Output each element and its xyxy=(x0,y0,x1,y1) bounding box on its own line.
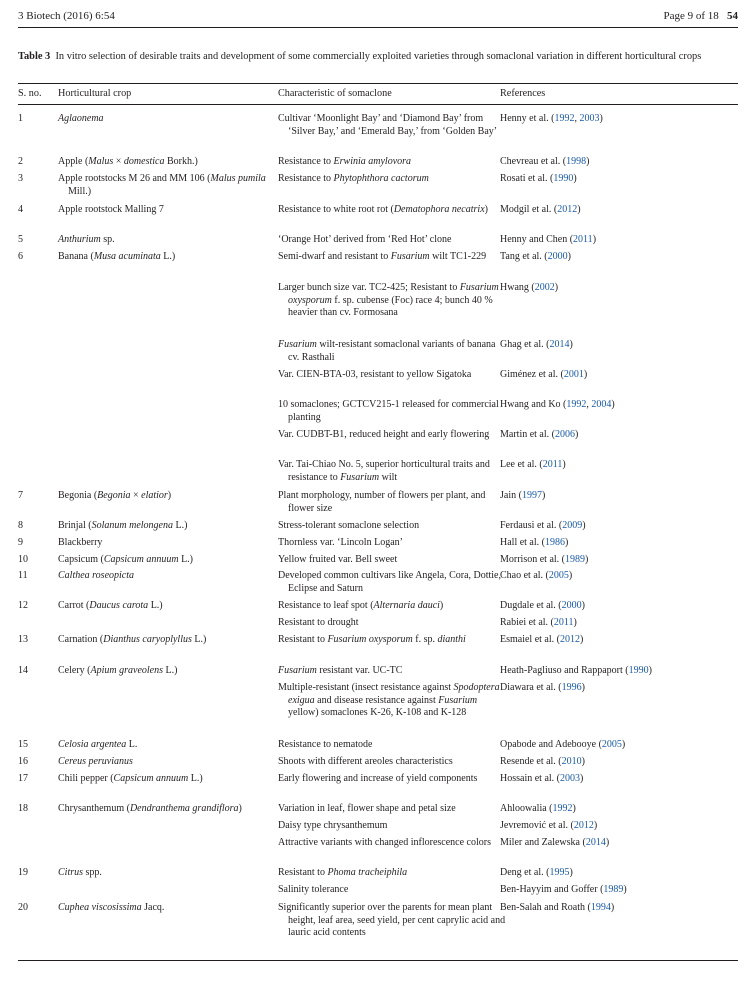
row-sno: 6 xyxy=(18,251,23,262)
row-crop: Banana (Musa acuminata L.) xyxy=(58,251,176,262)
row-characteristic: Resistance to Erwinia amylovora xyxy=(278,156,412,167)
row-sno: 11 xyxy=(18,570,28,581)
column-header-characteristic: Characteristic of somaclone xyxy=(278,88,392,99)
row-characteristic: Resistance to leaf spot (Alternaria dauci) xyxy=(278,600,444,611)
row-reference: Ahloowalia (1992) xyxy=(500,803,576,814)
row-characteristic: Salinity tolerance xyxy=(278,884,349,895)
row-crop: Chrysanthemum (Dendranthema grandiflora) xyxy=(58,803,242,814)
row-reference: Ben-Salah and Roath (1994) xyxy=(500,902,615,913)
row-reference: Henny et al. (1992, 2003) xyxy=(500,113,603,124)
row-characteristic: Var. CUDBT-B1, reduced height and early flowering xyxy=(278,429,490,440)
journal-citation: 3 Biotech (2016) 6:54 xyxy=(18,10,115,22)
row-characteristic: Resistant to Fusarium oxysporum f. sp. dianthi xyxy=(278,634,466,645)
page-number: 54 xyxy=(727,10,738,22)
row-sno: 12 xyxy=(18,600,28,611)
row-reference: Diawara et al. (1996) xyxy=(500,682,585,693)
row-crop: Apple rootstock Malling 7 xyxy=(58,204,164,215)
row-characteristic: 10 somaclones; GCTCV215-1 released for commercial planting xyxy=(278,399,499,423)
row-characteristic: Yellow fruited var. Bell sweet xyxy=(278,554,398,565)
table-bottom-rule xyxy=(18,960,738,961)
row-reference: Ben-Hayyim and Goffer (1989) xyxy=(500,884,627,895)
row-characteristic: Semi-dwarf and resistant to Fusarium wilt TC1-229 xyxy=(278,251,487,262)
row-crop: Celosia argentea L. xyxy=(58,739,138,750)
row-characteristic: Multiple-resistant (insect resistance against Spodoptera exigua and disease resistance against Fusarium yellow) somaclones K-26, K-108 and K-128 xyxy=(278,682,500,719)
row-crop: Apple (Malus × domestica Borkh.) xyxy=(58,156,198,167)
row-characteristic: Attractive variants with changed inflorescence colors xyxy=(278,837,491,848)
row-reference: Martin et al. (2006) xyxy=(500,429,579,440)
row-crop: Anthurium sp. xyxy=(58,234,115,245)
page-label: Page 9 of 18 xyxy=(663,10,719,22)
row-characteristic: Resistant to Phoma tracheiphila xyxy=(278,867,408,878)
column-header-sno: S. no. xyxy=(18,88,42,99)
row-crop: Citrus spp. xyxy=(58,867,102,878)
table-label: Table 3 xyxy=(18,51,51,62)
row-crop: Chili pepper (Capsicum annuum L.) xyxy=(58,773,203,784)
row-sno: 2 xyxy=(18,156,23,167)
row-characteristic: Early flowering and increase of yield components xyxy=(278,773,478,784)
row-characteristic: Variation in leaf, flower shape and petal size xyxy=(278,803,456,814)
row-crop: Carnation (Dianthus caryoplyllus L.) xyxy=(58,634,207,645)
row-characteristic: Cultivar ‘Moonlight Bay’ and ‘Diamond Bay’ from ‘Silver Bay,’ and ‘Emerald Bay,’ from ‘Golden Bay’ xyxy=(278,113,498,137)
row-reference: Hall et al. (1986) xyxy=(500,537,569,548)
row-reference: Lee et al. (2011) xyxy=(500,459,566,470)
row-crop: Cuphea viscosissima Jacq. xyxy=(58,902,165,913)
row-crop: Cereus peruvianus xyxy=(58,756,133,767)
row-characteristic: Larger bunch size var. TC2-425; Resistant to Fusarium oxysporum f. sp. cubense (Foc) race 4; bunch 40 % heavier than cv. Formosana xyxy=(278,282,499,319)
row-characteristic: Shoots with different areoles characteristics xyxy=(278,756,453,767)
row-crop: Blackberry xyxy=(58,537,103,548)
row-reference: Hossain et al. (2003) xyxy=(500,773,584,784)
row-characteristic: Resistance to nematode xyxy=(278,739,373,750)
row-characteristic: Significantly superior over the parents for mean plant height, leaf area, seed yield, per cent caprylic acid and lauric acid contents xyxy=(278,902,506,939)
row-reference: Chao et al. (2005) xyxy=(500,570,573,581)
row-reference: Ghag et al. (2014) xyxy=(500,339,573,350)
row-crop: Brinjal (Solanum melongena L.) xyxy=(58,520,188,531)
row-characteristic: Resistant to drought xyxy=(278,617,359,628)
row-reference: Heath-Pagliuso and Rappaport (1990) xyxy=(500,665,652,676)
row-sno: 10 xyxy=(18,554,28,565)
row-crop: Calthea roseopicta xyxy=(58,570,135,581)
row-sno: 3 xyxy=(18,173,23,184)
row-reference: Dugdale et al. (2000) xyxy=(500,600,585,611)
row-reference: Resende et al. (2010) xyxy=(500,756,585,767)
row-reference: Tang et al. (2000) xyxy=(500,251,571,262)
row-crop: Capsicum (Capsicum annuum L.) xyxy=(58,554,194,565)
row-reference: Henny and Chen (2011) xyxy=(500,234,597,245)
row-characteristic: Developed common cultivars like Angela, Cora, Dottie, Eclipse and Saturn xyxy=(278,570,501,594)
row-sno: 15 xyxy=(18,739,28,750)
table-caption xyxy=(18,50,738,63)
row-reference: Deng et al. (1995) xyxy=(500,867,573,878)
row-reference: Jevremović et al. (2012) xyxy=(500,820,598,831)
row-reference: Modgil et al. (2012) xyxy=(500,204,581,215)
row-reference: Ferdausi et al. (2009) xyxy=(500,520,586,531)
row-characteristic: Daisy type chrysanthemum xyxy=(278,820,388,831)
row-crop: Begonia (Begonia × elatior) xyxy=(58,490,172,501)
row-reference: Morrison et al. (1989) xyxy=(500,554,589,565)
table-header-rule xyxy=(18,104,738,105)
row-characteristic: ‘Orange Hot’ derived from ‘Red Hot’ clone xyxy=(278,234,452,245)
row-reference: Esmaiel et al. (2012) xyxy=(500,634,584,645)
row-characteristic: Fusarium wilt-resistant somaclonal variants of banana cv. Rasthali xyxy=(278,339,496,363)
column-header-crop: Horticultural crop xyxy=(58,88,132,99)
column-header-references: References xyxy=(500,88,546,99)
row-reference: Rabiei et al. (2011) xyxy=(500,617,577,628)
row-crop: Carrot (Daucus carota L.) xyxy=(58,600,163,611)
row-reference: Hwang and Ko (1992, 2004) xyxy=(500,399,615,410)
row-reference: Hwang (2002) xyxy=(500,282,559,293)
row-sno: 4 xyxy=(18,204,23,215)
row-sno: 20 xyxy=(18,902,28,913)
row-sno: 8 xyxy=(18,520,23,531)
row-characteristic: Resistance to Phytophthora cactorum xyxy=(278,173,429,184)
row-reference: Giménez et al. (2001) xyxy=(500,369,588,380)
row-characteristic: Var. Tai-Chiao No. 5, superior horticultural traits and resistance to Fusarium wilt xyxy=(278,459,490,483)
running-header xyxy=(18,8,738,24)
row-reference: Chevreau et al. (1998) xyxy=(500,156,590,167)
row-characteristic: Resistance to white root rot (Dematophora necatrix) xyxy=(278,204,488,215)
row-characteristic: Var. CIEN-BTA-03, resistant to yellow Sigatoka xyxy=(278,369,472,380)
row-sno: 7 xyxy=(18,490,23,501)
row-sno: 14 xyxy=(18,665,28,676)
row-sno: 9 xyxy=(18,537,23,548)
row-crop: Celery (Apium graveolens L.) xyxy=(58,665,178,676)
header-rule xyxy=(18,27,738,28)
row-sno: 13 xyxy=(18,634,28,645)
row-reference: Miler and Zalewska (2014) xyxy=(500,837,610,848)
row-characteristic: Plant morphology, number of flowers per plant, and flower size xyxy=(278,490,486,514)
row-reference: Jain (1997) xyxy=(500,490,546,501)
table-caption-text: In vitro selection of desirable traits and development of some commercially exploited varieties through somaclonal variation in different horticultural crops xyxy=(55,51,702,62)
row-reference: Opabode and Adebooye (2005) xyxy=(500,739,626,750)
row-sno: 17 xyxy=(18,773,28,784)
row-characteristic: Thornless var. ‘Lincoln Logan’ xyxy=(278,537,403,548)
row-sno: 5 xyxy=(18,234,23,245)
row-sno: 18 xyxy=(18,803,28,814)
row-sno: 16 xyxy=(18,756,28,767)
row-crop: Aglaonema xyxy=(58,113,104,124)
table-top-rule xyxy=(18,83,738,84)
row-characteristic: Fusarium resistant var. UC-TC xyxy=(278,665,403,676)
page-indicator xyxy=(663,8,738,24)
row-characteristic: Stress-tolerant somaclone selection xyxy=(278,520,420,531)
row-reference: Rosati et al. (1990) xyxy=(500,173,577,184)
row-crop: Apple rootstocks M 26 and MM 106 (Malus pumila Mill.) xyxy=(58,173,266,197)
row-sno: 1 xyxy=(18,113,23,124)
row-sno: 19 xyxy=(18,867,28,878)
